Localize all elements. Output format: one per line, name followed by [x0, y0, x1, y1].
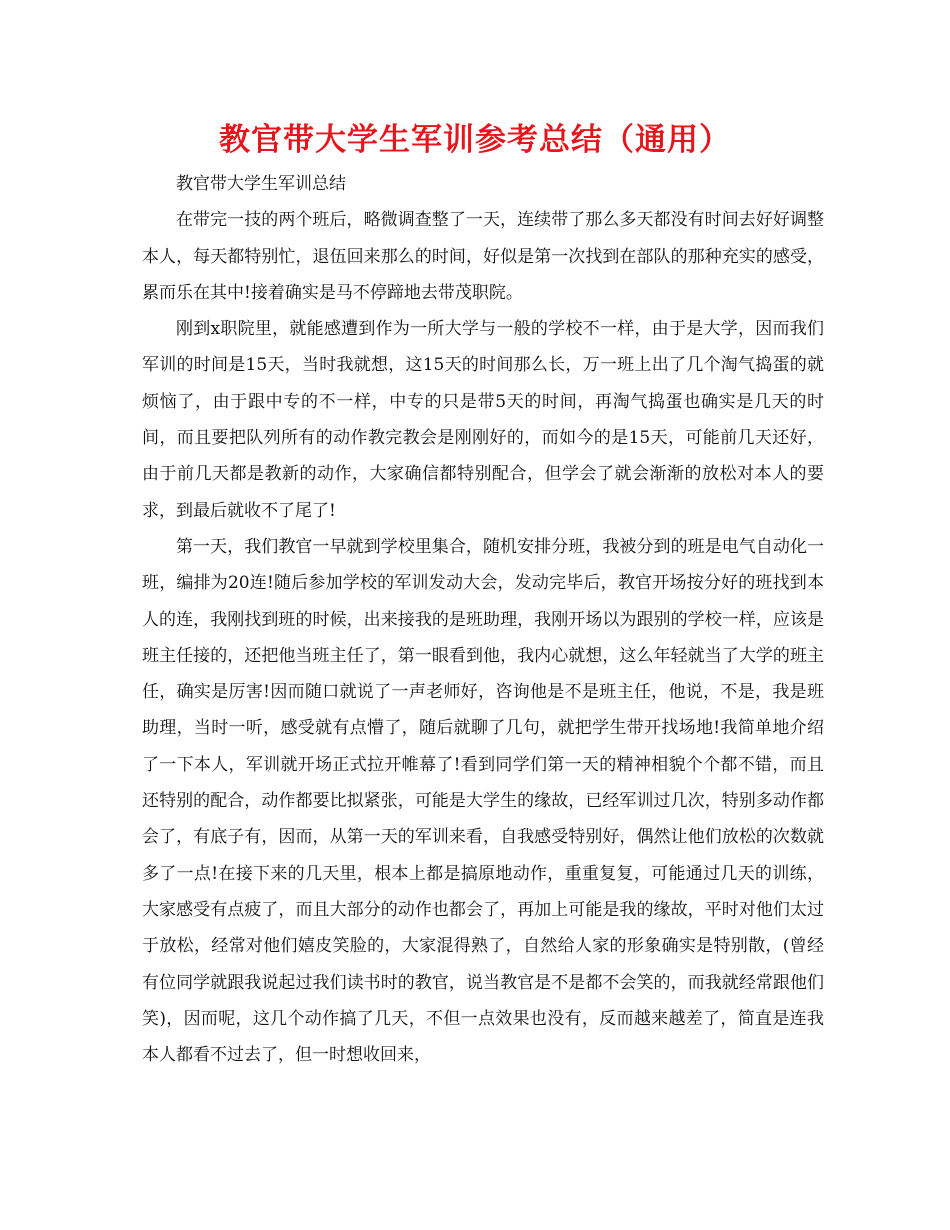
body-paragraph: 刚到x职院里，就能感遭到作为一所大学与一般的学校不一样，由于是大学，因而我们军训的时间是15天，当时我就想，这15天的时间那么长，万一班上出了几个淘气捣蛋的就烦恼了，由于跟中专的不一样，中专的只是带5天的时间，再淘气捣蛋也确实是几天的时间，而且要把队列所有的动作教完教会是刚刚好的，而如今的是15天，可能前几天还好，由于前几天都是教新的动作，大家确信都特别配合，但学会了就会渐渐的放松对本人的要求，到最后就收不了尾了!: [142, 319, 824, 521]
body-paragraph: 第一天，我们教官一早就到学校里集合，随机安排分班，我被分到的班是电气自动化一班，编排为20连!随后参加学校的军训发动大会，发动完毕后，教官开场按分好的班找到本人的连，我刚找到班的时候，出来接我的是班助理，我刚开场以为跟别的学校一样，应该是班主任接的，还把他当班主任了，第一眼看到他，我内心就想，这么年轻就当了大学的班主任，确实是厉害!因而随口就说了一声老师好，咨询他是不是班主任，他说，不是，我是班助理，当时一听，感受就有点懵了，随后就聊了几句，就把学生带开找场地!我简单地介绍了一下本人，军训就开场正式拉开帷幕了!看到同学们第一天的精神相貌个个都不错，而且还特别的配合，动作都要比拟紧张，可能是大学生的缘故，已经军训过几次，特别多动作都会了，有底子有，因而，从第一天的军训来看，自我感受特别好，偶然让他们放松的次数就多了一点!在接下来的几天里，根本上都是搞原地动作，重重复复，可能通过几天的训练，大家感受有点疲了，而且大部分的动作也都会了，再加上可能是我的缘故，平时对他们太过于放松，经常对他们嬉皮笑脸的，大家混得熟了，自然给人家的形象确实是特别散，(曾经有位同学就跟我说起过我们读书时的教官，说当教官是不是都不会笑的，而我就经常跟他们笑)，因而呢，这几个动作搞了几天，不但一点效果也没有，反而越来越差了，简直是连我本人都看不过去了，但一时想收回来，: [142, 536, 824, 1066]
body-paragraph: 在带完一技的两个班后，略微调查整了一天，连续带了那么多天都没有时间去好好调整本人，每天都特别忙，退伍回来那么的时间，好似是第一次找到在部队的那种充实的感受，累而乐在其中!接着确实是马不停蹄地去带茂职院。: [142, 210, 824, 303]
document-body: [142, 166, 824, 1073]
document-title: 教官带大学生军训参考总结（通用）: [219, 122, 731, 158]
document-subtitle: 教官带大学生军训总结: [176, 174, 346, 194]
